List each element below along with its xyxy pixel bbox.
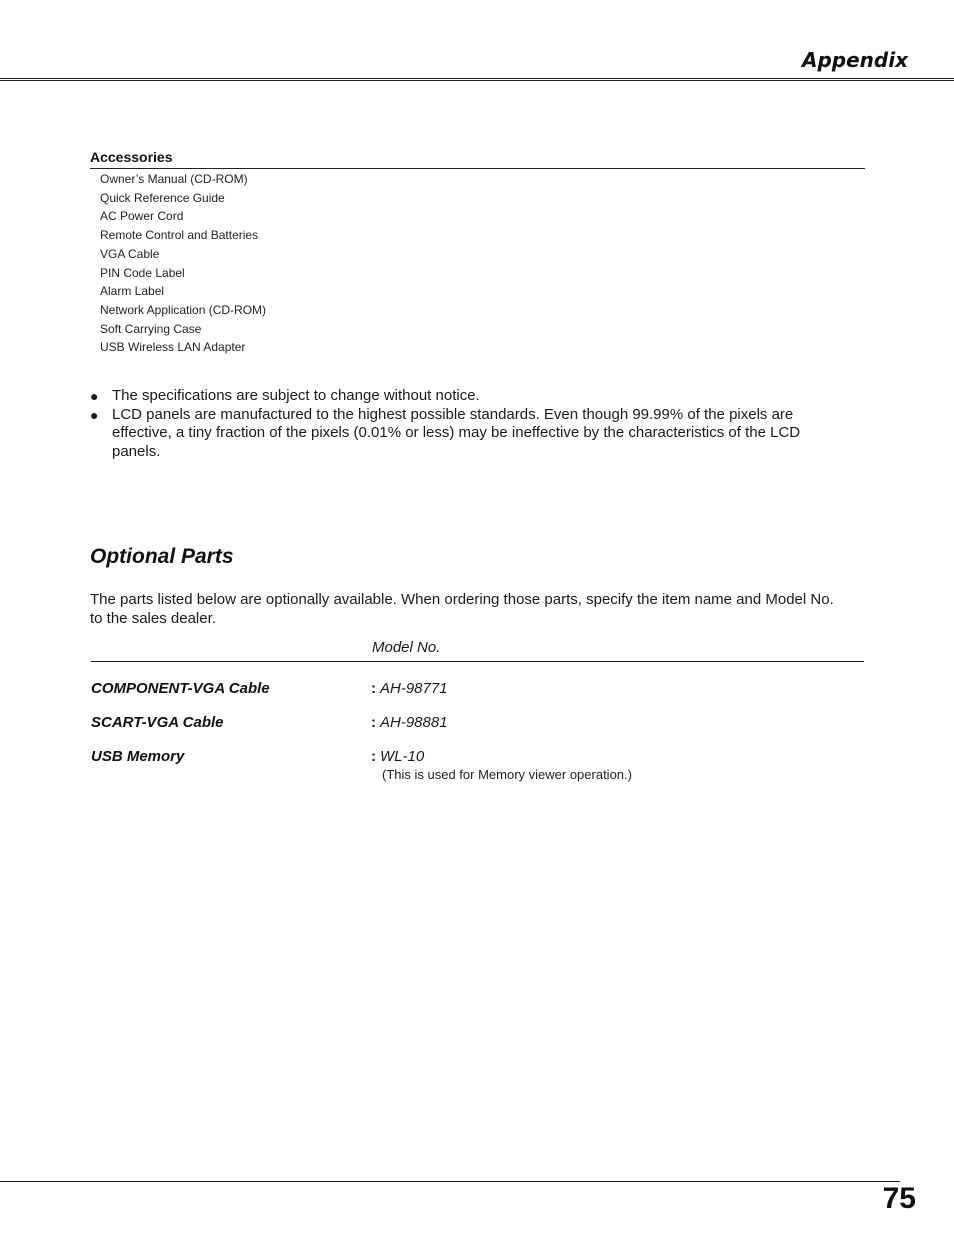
- optional-parts-title: Optional Parts: [90, 545, 234, 568]
- list-item: Alarm Label: [100, 284, 165, 299]
- list-item: USB Wireless LAN Adapter: [100, 340, 246, 355]
- note-text: LCD panels are manufactured to the highest possible standards. Even though 99.99% of the pixels are effective, a tiny fraction of the pixels (0.01% or less) may be ineffective by the characteristics of the LCD panels.: [112, 405, 801, 460]
- part-row: [91, 714, 864, 734]
- accessories-heading: Accessories: [90, 149, 173, 165]
- part-separator: :: [371, 748, 376, 765]
- list-item: Owner’s Manual (CD-ROM): [100, 172, 248, 186]
- parts-divider: [91, 661, 864, 662]
- list-item: PIN Code Label: [100, 265, 185, 280]
- part-model: WL-10: [380, 748, 425, 765]
- note-item: [90, 406, 850, 462]
- list-item: AC Power Cord: [100, 209, 184, 224]
- list-item: VGA Cable: [100, 246, 160, 261]
- list-item: Network Application (CD-ROM): [100, 302, 267, 317]
- part-name: SCART-VGA Cable: [91, 714, 224, 731]
- section-title: Appendix: [802, 48, 908, 72]
- list-item: Quick Reference Guide: [100, 190, 225, 205]
- part-separator: :: [371, 714, 376, 731]
- part-row: [91, 748, 864, 782]
- part-model: AH-98881: [380, 714, 448, 731]
- part-separator: :: [371, 680, 376, 697]
- note-text: The specifications are subject to change without notice.: [112, 387, 480, 404]
- optional-parts-intro: The parts listed below are optionally available. When ordering those parts, specify the item name and Model No. to the sales dealer.: [90, 591, 834, 627]
- accessories-list: [100, 170, 266, 357]
- page-number: 75: [882, 1182, 916, 1215]
- part-row: [91, 680, 864, 700]
- list-item: Remote Control and Batteries: [100, 228, 259, 243]
- part-model: AH-98771: [380, 680, 448, 697]
- header-divider: [0, 78, 954, 81]
- notes-list: [90, 387, 850, 461]
- part-name: USB Memory: [91, 748, 185, 765]
- part-note: (This is used for Memory viewer operation.): [382, 767, 632, 782]
- model-no-column-header: Model No.: [372, 639, 441, 656]
- list-item: Soft Carrying Case: [100, 321, 202, 336]
- bullet-icon: ●: [90, 388, 99, 404]
- note-item: [90, 387, 850, 406]
- bullet-icon: ●: [90, 406, 99, 423]
- footer-divider: [0, 1181, 900, 1182]
- part-name: COMPONENT-VGA Cable: [91, 680, 270, 697]
- accessories-divider: [90, 168, 865, 169]
